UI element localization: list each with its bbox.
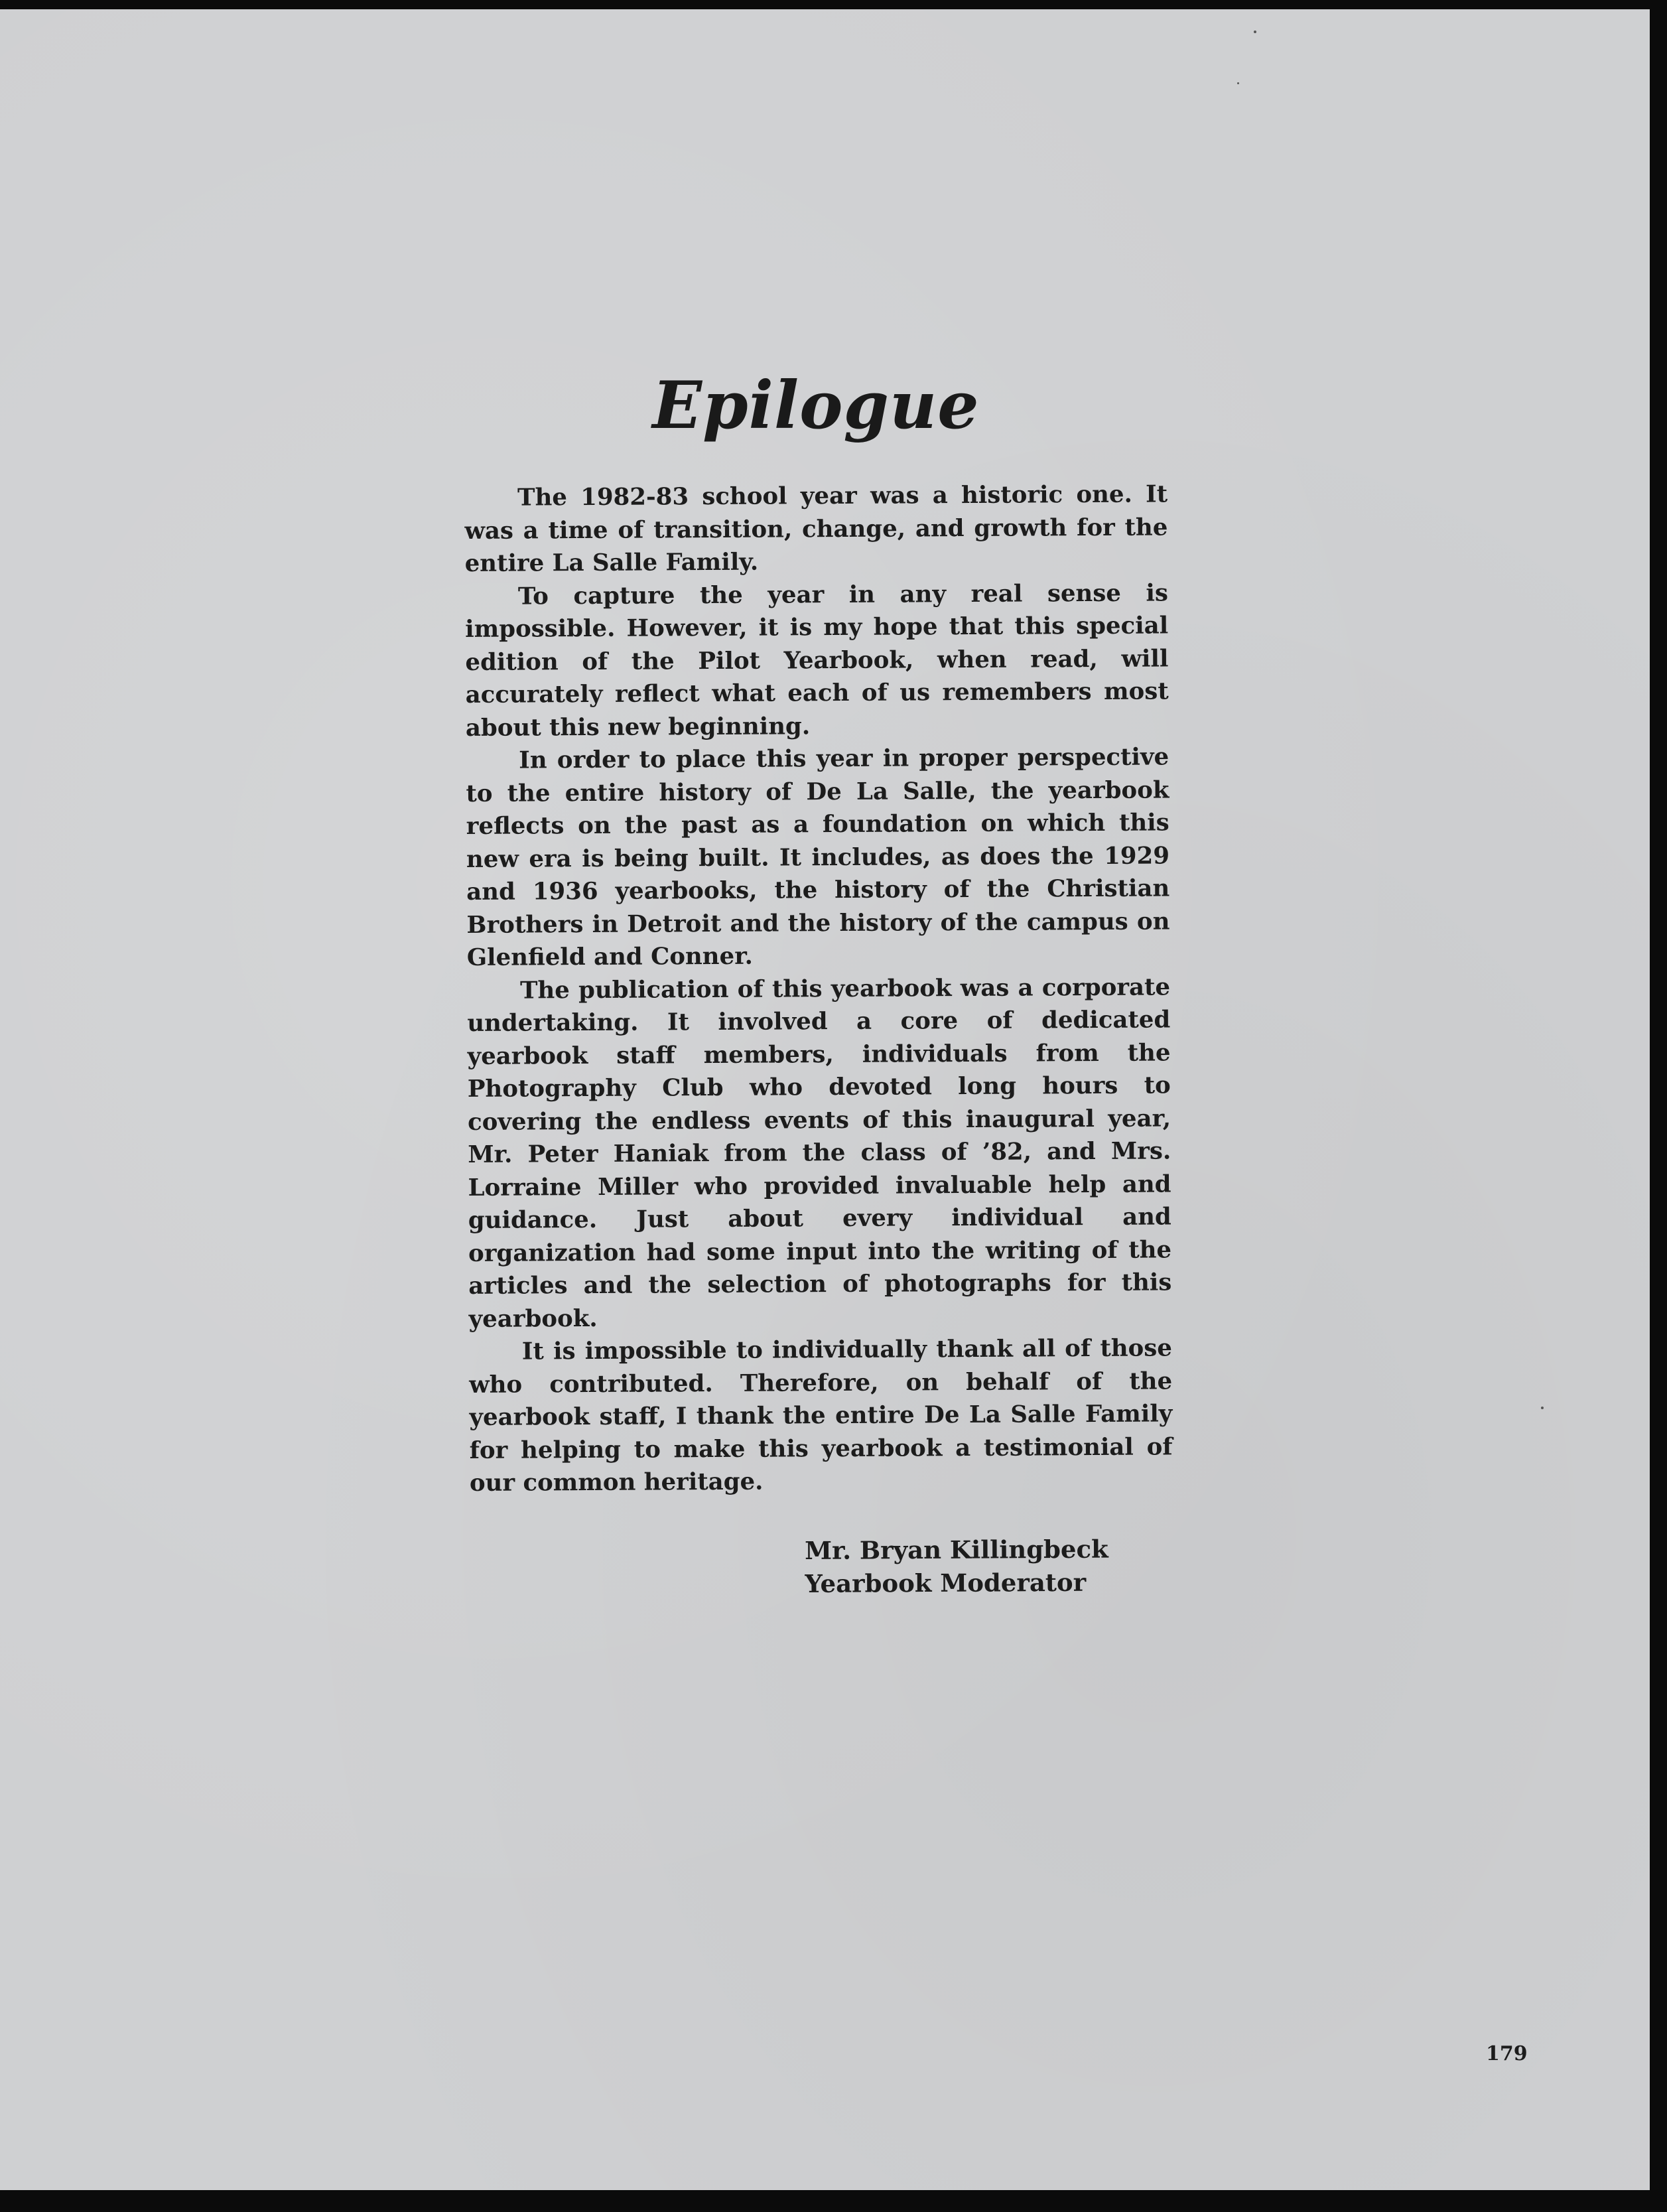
paragraph-4: The publication of this yearbook was a corporate undertaking. It involved a core of dedicated yearbook staff members, individuals from the Photography Club who devoted long hours to covering the endless events of this inaugural year, Mr. Peter Haniak from the class of ’82, and Mrs. Lorraine Miller who provided invaluable help and guidance. Just about every individual and organization had some input into the writing of the articles and the selection of photographs for this yearbook. — [467, 973, 1172, 1333]
paragraph-1: The 1982-83 school year was a historic one. It was a time of transition, change, and growth for the entire La Salle Family. — [464, 480, 1168, 577]
paragraph-5: It is impossible to individually thank all of those who contributed. Therefore, on behalf of the yearbook staff, I thank the entire De La Salle Family for helping to make this yearbook a testimonial of our common heritage. — [469, 1334, 1173, 1497]
signature-block — [805, 1533, 1108, 1600]
epilogue-body — [464, 478, 1173, 1499]
signature-name: Mr. Bryan Killingbeck — [805, 1534, 1108, 1565]
signature-role: Yearbook Moderator — [805, 1567, 1087, 1598]
dust-speck — [1541, 1407, 1544, 1409]
yearbook-page — [0, 9, 1650, 2190]
paragraph-2: To capture the year in any real sense is impossible. However, it is my hope that this special edition of the Pilot Yearbook, when read, will accurately reflect what each of us remembers most about this new beginning. — [465, 579, 1169, 742]
dust-speck — [1237, 82, 1239, 84]
paragraph-3: In order to place this year in proper perspective to the entire history of De La Salle, the yearbook reflects on the past as a foundation on which this new era is being built. It includes, as does the 1929 and 1936 yearbooks, the history of the Christian Brothers in Detroit and the history of the campus on Glenfield and Conner. — [466, 743, 1170, 971]
page-number: 179 — [1486, 2042, 1528, 2065]
page-title: Epilogue — [652, 368, 980, 444]
dust-speck — [1254, 31, 1256, 33]
